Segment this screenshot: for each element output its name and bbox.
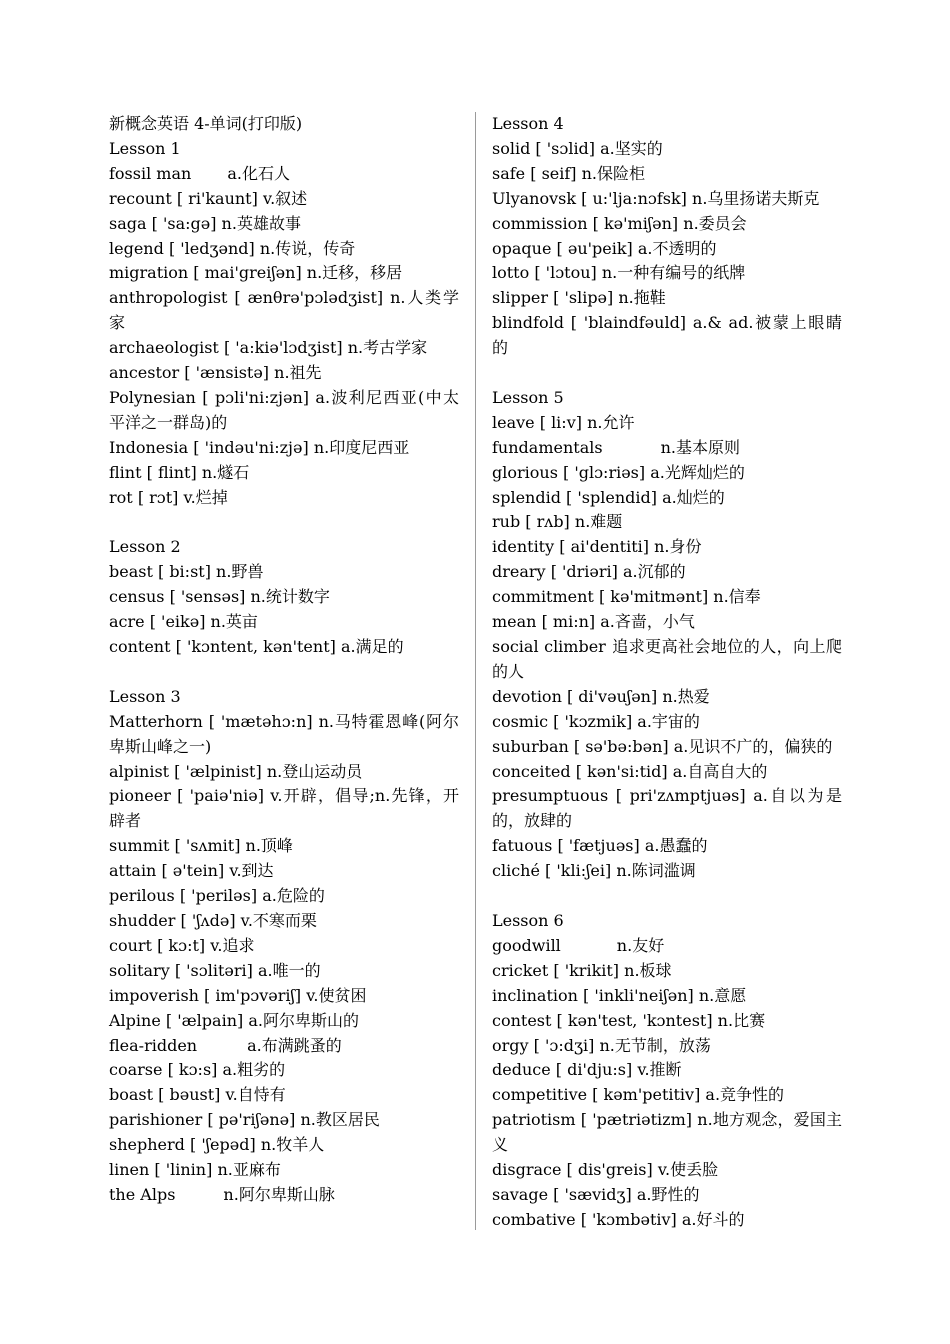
entry-definition: a.布满跳蚤的 <box>247 1035 342 1055</box>
entry-definition: a.& ad.被蒙上眼睛的 <box>492 313 842 358</box>
entry-pronunciation: [ 'ælpain] <box>165 1010 244 1030</box>
entry-definition: v.到达 <box>229 861 274 881</box>
vocab-entry <box>492 311 842 361</box>
vocab-entry <box>109 436 459 461</box>
entry-definition: n.拖鞋 <box>618 288 666 308</box>
vocab-entry <box>492 1083 842 1108</box>
entry-word: disgrace <box>492 1160 562 1180</box>
entry-pronunciation: [ ai'dentiti] <box>559 537 649 557</box>
entry-pronunciation: [ rɔt] <box>137 487 179 507</box>
entry-word: combative <box>492 1209 576 1229</box>
vocab-entry <box>109 1133 459 1158</box>
entry-word: census <box>109 587 165 607</box>
vocab-entry <box>492 1158 842 1183</box>
entry-pronunciation: [ 'ælpinist] <box>174 761 262 781</box>
entry-pronunciation: [ kɔ:s] <box>167 1060 218 1080</box>
entry-word: fatuous <box>492 836 553 856</box>
vocab-entry <box>492 1108 842 1158</box>
vocab-entry <box>109 1108 459 1133</box>
entry-word: flint <box>109 462 142 482</box>
entry-pronunciation: [ dis'greis] <box>566 1160 653 1180</box>
entry-definition: n.祖先 <box>274 363 322 383</box>
entry-definition: a.不透明的 <box>637 238 717 258</box>
entry-pronunciation: [ im'pɔvəriʃ] <box>204 985 302 1005</box>
entry-pronunciation: [ 'splendid] <box>566 487 657 507</box>
entry-definition: v.自恃有 <box>225 1085 286 1105</box>
vocab-entry <box>492 710 842 735</box>
entry-pronunciation: [ mai'greiʃən] <box>193 263 302 283</box>
entry-pronunciation: [ kən'test, 'kɔntest] <box>556 1010 713 1030</box>
entry-pronunciation: [ sə'bə:bən] <box>573 736 669 756</box>
entry-word: flea-ridden <box>109 1035 198 1055</box>
entry-pronunciation: [ 'ænsistə] <box>184 363 270 383</box>
entry-word: parishioner <box>109 1110 203 1130</box>
vocab-entry <box>492 411 842 436</box>
entry-pronunciation: [ 'linin] <box>154 1160 213 1180</box>
entry-pronunciation: [ bəust] <box>158 1085 221 1105</box>
entry-definition: v.开辟，倡导;n.先锋，开辟者 <box>109 786 459 831</box>
entry-word: impoverish <box>109 985 199 1005</box>
vocab-entry <box>109 237 459 262</box>
entry-pronunciation: [ əu'peik] <box>556 238 633 258</box>
entry-word: identity <box>492 537 555 557</box>
entry-definition: n.登山运动员 <box>266 761 363 781</box>
entry-word: acre <box>109 612 145 632</box>
vocab-entry <box>492 635 842 685</box>
entry-pronunciation: [ 'ɔ:dʒi] <box>533 1035 595 1055</box>
entry-pronunciation: [ 'sʌmit] <box>174 836 241 856</box>
entry-pronunciation: [ rʌb] <box>525 512 570 532</box>
entry-definition: a.满足的 <box>340 637 404 657</box>
entry-definition: n.迁移，移居 <box>306 263 403 283</box>
entry-word: summit <box>109 836 170 856</box>
vocab-entry <box>109 286 459 336</box>
entry-pronunciation: [ 'kɔmbətiv] <box>580 1209 677 1229</box>
vocab-entry <box>109 1034 459 1059</box>
entry-definition: n.教区居民 <box>300 1110 380 1130</box>
entry-definition: a.光辉灿烂的 <box>650 462 745 482</box>
entry-word: devotion <box>492 686 562 706</box>
entry-definition: n.基本原则 <box>660 437 740 457</box>
entry-word: solitary <box>109 960 170 980</box>
entry-definition: a.化石人 <box>227 163 290 183</box>
entry-word: legend <box>109 238 164 258</box>
entry-definition: n.亚麻布 <box>217 1160 281 1180</box>
vocab-entry <box>492 784 842 834</box>
entry-definition: n.友好 <box>616 935 665 955</box>
entry-word: rub <box>492 512 521 532</box>
entry-pronunciation: [ pri'zʌmptjuəs] <box>615 786 746 806</box>
entry-definition: a.阿尔卑斯山的 <box>248 1010 359 1030</box>
vocab-entry <box>492 984 842 1009</box>
entry-definition: n.比赛 <box>717 1010 766 1030</box>
entry-definition: n.马特霍恩峰(阿尔卑斯山峰之一) <box>109 711 459 756</box>
entry-word: mean <box>492 612 537 632</box>
entry-definition: n.燧石 <box>201 462 250 482</box>
entry-pronunciation: [ 'ledʒənd] <box>168 238 255 258</box>
entry-pronunciation: [ bi:st] <box>157 562 211 582</box>
vocab-entry <box>492 585 842 610</box>
entry-pronunciation: [ 'glɔ:riəs] <box>563 462 646 482</box>
entry-pronunciation: [ 'ʃepəd] <box>189 1135 256 1155</box>
entry-word: ancestor <box>109 363 180 383</box>
entry-definition: n.牧羊人 <box>260 1135 325 1155</box>
entry-word: commission <box>492 213 588 233</box>
entry-definition: n.无节制，放荡 <box>599 1035 711 1055</box>
vocab-entry <box>109 610 459 635</box>
entry-definition: a.粗劣的 <box>222 1060 286 1080</box>
entry-word: Matterhorn <box>109 711 203 731</box>
entry-word: Ulyanovsk <box>492 188 577 208</box>
vocab-entry <box>492 436 842 461</box>
entry-definition: v.推断 <box>637 1060 682 1080</box>
entry-pronunciation: [ 'lɔtou] <box>534 263 597 283</box>
entry-word: attain <box>109 861 157 881</box>
entry-definition: n.保险柜 <box>581 163 646 183</box>
entry-definition: n.统计数字 <box>250 587 330 607</box>
entry-pronunciation: [ 'inkli'neiʃən] <box>583 985 694 1005</box>
vocab-entry <box>492 1183 842 1208</box>
entry-pronunciation: [ flint] <box>146 462 197 482</box>
entry-pronunciation: [ mi:n] <box>541 612 596 632</box>
entry-word: migration <box>109 263 189 283</box>
entry-word: recount <box>109 188 172 208</box>
vocab-entry <box>492 212 842 237</box>
vocab-entry <box>492 834 842 859</box>
entry-definition: n.地方观念，爱国主义 <box>492 1110 842 1155</box>
entry-word: inclination <box>492 985 578 1005</box>
entry-word: archaeologist <box>109 338 219 358</box>
entry-pronunciation: [ 'blaindfəuld] <box>570 313 687 333</box>
entry-pronunciation: [ li:v] <box>539 412 582 432</box>
entry-definition: a.波利尼西亚(中太平洋之一群岛)的 <box>109 387 459 432</box>
entry-word: court <box>109 935 152 955</box>
entry-pronunciation: [ di'dju:s] <box>555 1060 633 1080</box>
entry-definition: n.顶峰 <box>245 836 293 856</box>
entry-word: presumptuous <box>492 786 609 806</box>
entry-pronunciation: [ 'sensəs] <box>169 587 246 607</box>
lesson-heading: Lesson 1 <box>109 138 181 158</box>
entry-word: goodwill <box>492 935 561 955</box>
entry-definition: n.印度尼西亚 <box>313 437 410 457</box>
entry-pronunciation: [ 'sɔlid] <box>535 138 596 158</box>
entry-definition: a.唯一的 <box>257 960 321 980</box>
entry-word: Indonesia <box>109 437 189 457</box>
document-title: 新概念英语 4-单词(打印版) <box>109 114 303 133</box>
entry-word: shepherd <box>109 1135 185 1155</box>
entry-word: blindfold <box>492 313 564 333</box>
blank-line <box>109 660 459 685</box>
entry-pronunciation: [ kən'si:tid] <box>575 761 668 781</box>
entry-definition: a.愚蠢的 <box>644 836 708 856</box>
vocab-entry <box>492 237 842 262</box>
entry-pronunciation: [ u:'lja:nɔfsk] <box>581 188 687 208</box>
entry-word: anthropologist <box>109 288 228 308</box>
vocab-entry <box>492 261 842 286</box>
entry-word: leave <box>492 412 535 432</box>
vocab-entry <box>109 336 459 361</box>
entry-word: cosmic <box>492 711 549 731</box>
vocab-entry <box>109 909 459 934</box>
entry-word: pioneer <box>109 786 171 806</box>
entry-pronunciation: [ di'vəuʃən] <box>566 686 658 706</box>
vocab-entry <box>492 760 842 785</box>
entry-pronunciation: [ 'driəri] <box>550 562 618 582</box>
entry-definition: n.考古学家 <box>347 338 428 358</box>
entry-definition: a.吝啬，小气 <box>600 612 695 632</box>
lesson-heading: Lesson 6 <box>492 910 564 930</box>
entry-pronunciation: [ 'paiə'niə] <box>177 786 264 806</box>
vocab-entry <box>492 187 842 212</box>
entry-definition: n.野兽 <box>216 562 264 582</box>
entry-word: orgy <box>492 1035 529 1055</box>
vocab-entry <box>109 959 459 984</box>
entry-pronunciation: [ kɔ:t] <box>157 935 206 955</box>
entry-word: safe <box>492 163 526 183</box>
vocab-entry <box>109 361 459 386</box>
entry-word: fundamentals <box>492 437 603 457</box>
vocab-entry <box>109 1083 459 1108</box>
vocab-entry <box>492 510 842 535</box>
entry-pronunciation: [ 'pætriətizm] <box>580 1110 693 1130</box>
vocab-entry <box>109 1058 459 1083</box>
vocab-entry <box>109 261 459 286</box>
entry-word: beast <box>109 562 153 582</box>
entry-word: shudder <box>109 910 176 930</box>
entry-pronunciation: [ 'eikə] <box>149 612 206 632</box>
entry-word: contest <box>492 1010 552 1030</box>
vocab-entry <box>109 212 459 237</box>
entry-pronunciation: [ 'sa:gə] <box>151 213 217 233</box>
vocab-entry <box>109 834 459 859</box>
vocab-entry <box>492 934 842 959</box>
entry-definition: n.允许 <box>587 412 635 432</box>
entry-word: deduce <box>492 1060 551 1080</box>
entry-pronunciation: [ 'krikit] <box>553 960 620 980</box>
vocab-entry <box>492 560 842 585</box>
entry-word: Polynesian <box>109 387 196 407</box>
entry-definition: n.意愿 <box>698 985 747 1005</box>
entry-word: coarse <box>109 1060 163 1080</box>
entry-word: splendid <box>492 487 561 507</box>
entry-word: alpinist <box>109 761 170 781</box>
entry-word: boast <box>109 1085 154 1105</box>
entry-word: perilous <box>109 886 175 906</box>
entry-definition: a.见识不广的，偏狭的 <box>673 736 833 756</box>
entry-definition: a.宇宙的 <box>637 711 700 731</box>
vocab-entry <box>109 710 459 760</box>
entry-definition: n.委员会 <box>683 213 747 233</box>
entry-pronunciation: [ 'periləs] <box>179 886 258 906</box>
left-column <box>109 112 459 1208</box>
entry-word: saga <box>109 213 147 233</box>
vocab-entry <box>109 187 459 212</box>
entry-word: savage <box>492 1184 549 1204</box>
entry-word: solid <box>492 138 531 158</box>
vocab-entry <box>492 286 842 311</box>
entry-word: cricket <box>492 960 549 980</box>
entry-pronunciation: [ pə'riʃənə] <box>207 1110 296 1130</box>
entry-word: glorious <box>492 462 558 482</box>
entry-definition: v.使贫困 <box>306 985 367 1005</box>
entry-word: dreary <box>492 562 546 582</box>
vocab-entry <box>109 984 459 1009</box>
lesson-heading: Lesson 2 <box>109 537 181 557</box>
vocab-entry <box>109 884 459 909</box>
vocab-entry <box>109 760 459 785</box>
vocab-entry <box>109 486 459 511</box>
entry-pronunciation: [ 'sɔlitəri] <box>174 960 253 980</box>
entry-definition: n.热爱 <box>662 686 710 706</box>
vocab-entry <box>109 784 459 834</box>
entry-definition: v.不寒而栗 <box>240 910 317 930</box>
vocab-entry <box>109 162 459 187</box>
lesson-heading: Lesson 5 <box>492 387 564 407</box>
entry-definition: v.烂掉 <box>183 487 228 507</box>
vocab-entry <box>109 560 459 585</box>
entry-word: suburban <box>492 736 569 756</box>
entry-definition: n.英雄故事 <box>221 213 301 233</box>
entry-definition: a.野性的 <box>636 1184 700 1204</box>
vocab-entry <box>492 859 842 884</box>
vocab-entry <box>492 610 842 635</box>
entry-definition: a.竞争性的 <box>705 1085 785 1105</box>
entry-definition: n.陈词滥调 <box>616 861 696 881</box>
entry-definition: n.难题 <box>574 512 623 532</box>
entry-definition: v.追求 <box>210 935 255 955</box>
vocab-entry <box>109 635 459 660</box>
vocab-entry <box>492 735 842 760</box>
entry-definition: n.一种有编号的纸牌 <box>601 263 746 283</box>
entry-word: the Alps <box>109 1184 176 1204</box>
entry-pronunciation: [ 'kɔzmik] <box>553 711 633 731</box>
entry-definition: v.使丢脸 <box>657 1160 719 1180</box>
entry-definition: a.沉郁的 <box>623 562 686 582</box>
vocab-entry <box>109 934 459 959</box>
entry-pronunciation: [ 'sævidʒ] <box>553 1184 632 1204</box>
vocab-entry <box>492 1058 842 1083</box>
entry-pronunciation: [ 'indəu'ni:zjə] <box>193 437 309 457</box>
entry-definition: a.好斗的 <box>681 1209 745 1229</box>
entry-pronunciation: [ kəm'petitiv] <box>592 1085 701 1105</box>
lesson-heading: Lesson 4 <box>492 114 564 133</box>
entry-word: Alpine <box>109 1010 161 1030</box>
entry-definition: n.信奉 <box>713 587 761 607</box>
vocab-entry <box>109 1009 459 1034</box>
vocab-entry <box>109 1158 459 1183</box>
entry-pronunciation: [ 'fætjuəs] <box>557 836 640 856</box>
entry-word: fossil man <box>109 163 192 183</box>
column-divider <box>475 112 476 1230</box>
entry-definition: n.乌里扬诺夫斯克 <box>692 188 820 208</box>
vocab-entry <box>109 386 459 436</box>
vocab-entry <box>492 535 842 560</box>
entry-word: conceited <box>492 761 571 781</box>
vocab-entry <box>492 461 842 486</box>
right-column <box>492 112 842 1233</box>
vocab-entry <box>492 1009 842 1034</box>
blank-line <box>492 884 842 909</box>
blank-line <box>109 511 459 536</box>
entry-definition: a.坚实的 <box>600 138 663 158</box>
entry-pronunciation: [ 'kɔntent, kən'tent] <box>175 637 336 657</box>
entry-pronunciation: [ 'a:kiə'lɔdʒist] <box>223 338 343 358</box>
entry-definition: n.身份 <box>654 537 702 557</box>
entry-pronunciation: [ 'mætəhɔ:n] <box>208 711 313 731</box>
vocab-entry <box>492 137 842 162</box>
entry-definition: 追求更高社会地位的人，向上爬的人 <box>492 637 842 681</box>
entry-pronunciation: [ 'slipə] <box>553 288 614 308</box>
vocab-entry <box>109 859 459 884</box>
entry-definition: n.人类学家 <box>109 288 460 333</box>
entry-word: cliché <box>492 861 540 881</box>
entry-definition: n.传说，传奇 <box>259 238 356 258</box>
entry-word: rot <box>109 487 133 507</box>
entry-definition: n.英亩 <box>210 612 258 632</box>
entry-word: competitive <box>492 1085 588 1105</box>
entry-word: slipper <box>492 288 549 308</box>
entry-pronunciation: [ ri'kaunt] <box>176 188 258 208</box>
entry-word: opaque <box>492 238 552 258</box>
entry-pronunciation: [ pɔli'ni:zjən] <box>202 387 309 407</box>
entry-pronunciation: [ kə'miʃən] <box>592 213 679 233</box>
entry-pronunciation: [ seif] <box>530 163 577 183</box>
vocab-entry <box>492 486 842 511</box>
entry-pronunciation: [ 'kli:ʃei] <box>545 861 612 881</box>
entry-word: lotto <box>492 263 530 283</box>
entry-definition: n.板球 <box>624 960 672 980</box>
entry-definition: n.阿尔卑斯山脉 <box>223 1184 335 1204</box>
entry-pronunciation: [ 'ʃʌdə] <box>180 910 236 930</box>
vocab-entry <box>492 959 842 984</box>
blank-line <box>492 361 842 386</box>
entry-definition: a.灿烂的 <box>662 487 725 507</box>
entry-definition: v.叙述 <box>262 188 308 208</box>
vocab-entry <box>492 1034 842 1059</box>
vocab-entry <box>109 585 459 610</box>
vocab-entry <box>492 685 842 710</box>
vocab-entry <box>109 1183 459 1208</box>
entry-word: social climber <box>492 637 606 657</box>
entry-word: linen <box>109 1160 150 1180</box>
entry-pronunciation: [ kə'mitmənt] <box>598 587 709 607</box>
entry-pronunciation: [ ə'tein] <box>161 861 225 881</box>
entry-definition: a.自高自大的 <box>672 761 768 781</box>
entry-word: content <box>109 637 171 657</box>
entry-definition: a.自以为是的，放肆的 <box>492 786 842 831</box>
lesson-heading: Lesson 3 <box>109 686 181 706</box>
vocab-entry <box>492 162 842 187</box>
vocab-entry <box>109 461 459 486</box>
vocab-entry <box>492 1208 842 1233</box>
entry-definition: a.危险的 <box>262 886 325 906</box>
entry-word: patriotism <box>492 1110 576 1130</box>
entry-word: commitment <box>492 587 594 607</box>
entry-pronunciation: [ ænθrə'pɔlədʒist] <box>234 288 384 308</box>
